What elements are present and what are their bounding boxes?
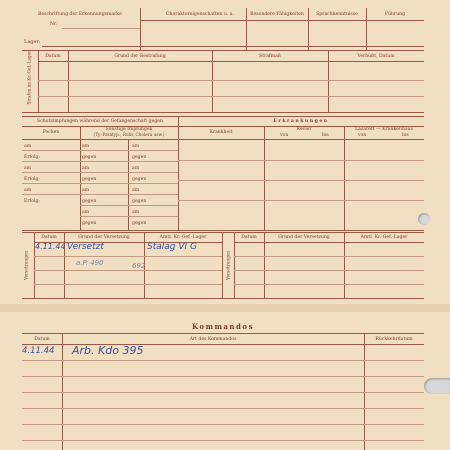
charakter-label: Charaktereigenschaften u. a.	[166, 12, 234, 17]
divider	[22, 440, 424, 441]
vers-amtl-header-left: Amtl. Kr.-Gef.-Lager	[159, 235, 207, 240]
schutzimpfungen-header: Schutzimpfungen während der Gefangenschaft gegen	[37, 119, 163, 124]
vers-datum-header-right: Datum	[241, 235, 257, 240]
kommandos-art-header: Art des Kommandos	[189, 337, 237, 342]
lazarett-header: Lazarett — Krankenhaus	[355, 127, 413, 132]
sonstige2-gegen-2: gegen	[132, 177, 147, 182]
divider	[22, 112, 424, 113]
sprachkenntnisse-label: Sprachkenntnisse	[316, 12, 358, 17]
divider	[68, 50, 69, 112]
divider	[344, 126, 345, 230]
strafen-side-label: Strafen im Kr.-Gef.-Lager	[26, 50, 32, 105]
sonstige2-gegen-1: gegen	[132, 155, 147, 160]
pocken-header: Pocken	[42, 130, 60, 135]
divider	[34, 270, 222, 271]
divider	[38, 80, 424, 81]
vers-amtl-header-right: Amtl. Kr.-Gef.-Lager	[360, 235, 408, 240]
sonstige-am-3: am	[82, 188, 90, 193]
divider	[22, 360, 424, 361]
krankheit-header: Krankheit	[209, 130, 233, 135]
erkennungsmarke-label: Beschriftung der Erkennungsmarke	[38, 12, 122, 17]
sonstige-gegen-2: gegen	[82, 177, 97, 182]
vers-entry-date: 4.11.44	[35, 242, 66, 251]
strafen-datum-header: Datum	[45, 54, 61, 59]
divider	[34, 284, 222, 285]
sonstige2-gegen-3: gegen	[132, 199, 147, 204]
revier-bis: bis	[322, 133, 329, 138]
sonstige2-am-1: am	[132, 144, 140, 149]
vers-entry-grund: Versetzt	[67, 242, 104, 252]
lazarett-von: von	[358, 133, 367, 138]
divider	[22, 150, 178, 151]
faehigkeiten-label: Besondere Fähigkeiten	[250, 12, 304, 17]
revier-von: von	[280, 133, 289, 138]
divider	[22, 232, 424, 233]
fuehrung-label: Führung	[384, 12, 406, 17]
divider	[22, 408, 424, 409]
divider	[308, 8, 309, 50]
sonstige2-am-3: am	[132, 188, 140, 193]
kommandos-datum-header: Datum	[34, 337, 50, 342]
sonstige-header: Sonstige Impfungen	[105, 127, 153, 132]
vers-entry-note: a.P. 490	[76, 259, 104, 267]
divider	[22, 392, 424, 393]
punch-hole	[424, 378, 450, 394]
divider	[178, 180, 424, 181]
pocken-am-1: am	[24, 144, 32, 149]
kommandos-title: Kommandos	[191, 322, 255, 331]
divider	[22, 183, 178, 184]
sonstige-gegen-4: gegen	[82, 221, 97, 226]
pocken-erfolg-2: Erfolg:	[24, 177, 40, 182]
divider	[38, 61, 424, 62]
vers-grund-header-right: Grund der Versetzung	[278, 235, 330, 240]
divider	[80, 126, 81, 230]
divider	[34, 256, 222, 257]
divider	[178, 160, 424, 161]
sonstige-gegen-1: gegen	[82, 155, 97, 160]
divider	[140, 20, 424, 21]
card-fold	[0, 304, 450, 312]
sonstige2-am-2: am	[132, 166, 140, 171]
strafen-strafmass-header: Strafmaß	[259, 54, 281, 59]
divider	[22, 424, 424, 425]
vers-entry-note2: 692	[132, 262, 146, 270]
kommandos-rueck-header: Rückkehrdatum	[375, 337, 413, 342]
divider	[264, 232, 265, 298]
divider	[22, 50, 424, 51]
kommandos-entry-date: 4.11.44	[22, 346, 55, 356]
divider	[234, 232, 235, 298]
divider	[234, 242, 424, 243]
strafen-verbuesst-header: Verbüßt, Datum	[357, 54, 395, 59]
divider	[140, 8, 141, 50]
sonstige2-gegen-4: gegen	[132, 221, 147, 226]
vers-grund-header-left: Grund der Versetzung	[78, 235, 130, 240]
divider	[328, 50, 329, 112]
lazarett-bis: bis	[402, 133, 409, 138]
sonstige2-am-4: am	[132, 210, 140, 215]
sonstige-am-1: am	[82, 144, 90, 149]
divider	[38, 50, 39, 112]
divider	[22, 116, 424, 117]
divider	[42, 46, 424, 47]
divider	[80, 205, 178, 206]
pocken-am-3: am	[24, 188, 32, 193]
divider	[22, 139, 424, 140]
sonstige-am-2: am	[82, 166, 90, 171]
sonstige-am-4: am	[82, 210, 90, 215]
versetzungen-side-label-right: Versetzungen	[225, 251, 231, 280]
erkrankungen-header: Erkrankungen	[273, 119, 329, 124]
divider	[212, 50, 213, 112]
pocken-am-2: am	[24, 166, 32, 171]
divider	[22, 194, 178, 195]
divider	[344, 232, 345, 298]
kommandos-entry-art: Arb. Kdo 395	[72, 344, 144, 357]
divider	[38, 96, 424, 97]
divider	[264, 126, 265, 230]
divider	[222, 232, 223, 298]
lager-label: Lager:	[24, 39, 41, 45]
divider	[22, 161, 178, 162]
divider	[22, 298, 424, 299]
divider	[22, 230, 424, 231]
vers-datum-header-left: Datum	[41, 235, 57, 240]
strafen-grund-header: Grund der Bestrafung	[114, 54, 166, 59]
revier-header: Revier	[296, 127, 312, 132]
divider	[62, 28, 140, 29]
divider	[246, 8, 247, 50]
divider	[366, 8, 367, 50]
versetzungen-side-label-left: Versetzungen	[23, 251, 29, 280]
pocken-erfolg-1: Erfolg:	[24, 155, 40, 160]
sonstige-gegen-3: gegen	[82, 199, 97, 204]
divider	[80, 216, 178, 217]
divider	[178, 200, 424, 201]
nr-label: Nr.	[50, 22, 58, 27]
divider	[234, 256, 424, 257]
divider	[22, 376, 424, 377]
punch-hole	[418, 213, 430, 225]
divider	[22, 172, 178, 173]
vers-entry-lager: Stalag VI G	[147, 242, 197, 252]
divider	[234, 270, 424, 271]
sonstige-sub-header: (Ty.-Paratyp., Ruhr, Cholera usw.)	[93, 132, 165, 137]
pocken-erfolg-3: Erfolg:	[24, 199, 40, 204]
divider	[234, 284, 424, 285]
